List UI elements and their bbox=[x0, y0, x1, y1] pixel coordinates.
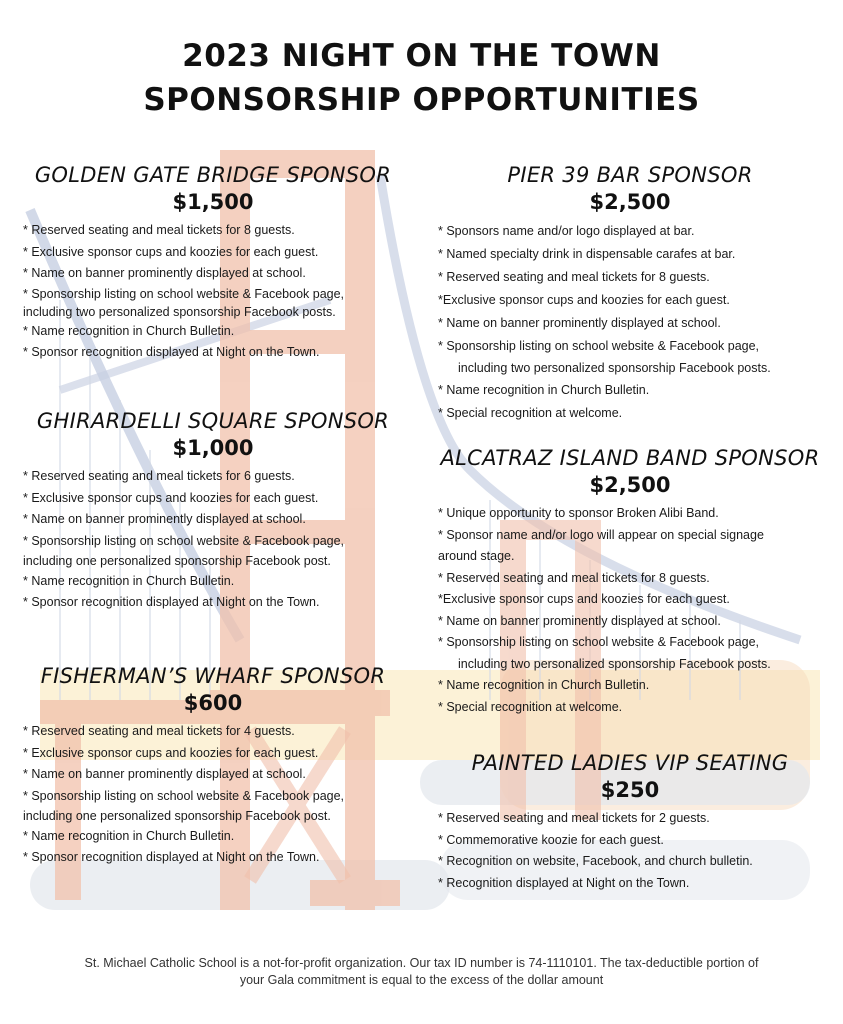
benefit-item: * Reserved seating and meal tickets for 6 guests. bbox=[23, 469, 295, 483]
benefit-item: * Sponsor recognition displayed at Night on the Town. bbox=[23, 850, 320, 864]
benefit-item: * Exclusive sponsor cups and koozies for each guest. bbox=[23, 745, 319, 760]
pier39-price: $2,500 bbox=[589, 190, 671, 214]
benefit-item: including one personalized sponsorship Facebook post. bbox=[23, 553, 331, 568]
benefit-item: * Reserved seating and meal tickets for 8 guests. bbox=[438, 570, 710, 585]
benefit-item: * Unique opportunity to sponsor Broken Alibi Band. bbox=[438, 506, 719, 520]
painted-ladies-heading: PAINTED LADIES VIP SEATING bbox=[471, 751, 789, 775]
painted-ladies-benefits bbox=[430, 808, 830, 894]
alcatraz-section bbox=[430, 445, 830, 718]
fishermans-wharf-benefits bbox=[18, 721, 408, 869]
benefit-item: * Name recognition in Church Bulletin. bbox=[23, 828, 235, 843]
benefit-item: * Recognition displayed at Night on the Town. bbox=[438, 875, 690, 890]
alcatraz-benefits bbox=[430, 503, 830, 718]
title-line-1: 2023 NIGHT ON THE TOWN bbox=[182, 38, 661, 74]
painted-ladies-section bbox=[430, 750, 830, 894]
golden-gate-benefits bbox=[18, 220, 408, 364]
benefit-item: * Sponsor name and/or logo will appear on special signage bbox=[438, 527, 764, 542]
benefit-item: * Name on banner prominently displayed at school. bbox=[23, 767, 306, 781]
tax-disclaimer bbox=[0, 955, 843, 989]
benefit-item: including one personalized sponsorship Facebook post. bbox=[23, 808, 331, 823]
benefit-item: * Special recognition at welcome. bbox=[438, 406, 623, 420]
benefit-item: * Sponsor recognition displayed at Night on the Town. bbox=[23, 345, 320, 359]
alcatraz-heading: ALCATRAZ ISLAND BAND SPONSOR bbox=[440, 446, 820, 470]
benefit-item: including two personalized sponsorship Facebook posts. bbox=[458, 656, 771, 671]
benefit-item: * Name on banner prominently displayed at school. bbox=[438, 316, 721, 330]
golden-gate-heading: GOLDEN GATE BRIDGE SPONSOR bbox=[34, 163, 392, 187]
benefit-item: * Sponsor recognition displayed at Night on the Town. bbox=[23, 595, 320, 609]
benefit-item: * Name recognition in Church Bulletin. bbox=[23, 323, 235, 338]
benefit-item: * Sponsorship listing on school website & Facebook page, bbox=[23, 788, 345, 803]
benefit-item: * Name on banner prominently displayed at school. bbox=[23, 266, 306, 280]
footer-line-1: St. Michael Catholic School is a not-for-profit organization. Our tax ID number is 74-1110101. The tax-deductible portion of bbox=[84, 956, 759, 970]
benefit-item: including two personalized sponsorship Facebook posts. bbox=[458, 361, 771, 375]
benefit-item: * Recognition on website, Facebook, and church bulletin. bbox=[438, 854, 753, 868]
benefit-item: * Reserved seating and meal tickets for 2 guests. bbox=[438, 811, 710, 825]
ghirardelli-benefits bbox=[18, 466, 408, 614]
pier39-heading: PIER 39 BAR SPONSOR bbox=[507, 163, 753, 187]
fishermans-wharf-price: $600 bbox=[183, 691, 243, 715]
benefit-item: * Commemorative koozie for each guest. bbox=[438, 832, 664, 847]
benefit-item: * Sponsorship listing on school website & Facebook page, bbox=[23, 533, 345, 548]
alcatraz-price: $2,500 bbox=[589, 473, 671, 497]
benefit-item: * Name on banner prominently displayed at school. bbox=[438, 613, 721, 628]
golden-gate-price: $1,500 bbox=[172, 190, 254, 214]
benefit-item: *Exclusive sponsor cups and koozies for each guest. bbox=[438, 293, 730, 307]
benefit-item: * Named specialty drink in dispensable carafes at bar. bbox=[438, 247, 736, 261]
benefit-item: * Name recognition in Church Bulletin. bbox=[438, 678, 650, 692]
page-title bbox=[0, 34, 843, 122]
benefit-item: * Exclusive sponsor cups and koozies for each guest. bbox=[23, 244, 319, 259]
benefit-item: * Reserved seating and meal tickets for 8 guests. bbox=[23, 223, 295, 237]
pier39-section bbox=[430, 162, 830, 425]
ghirardelli-heading: GHIRARDELLI SQUARE SPONSOR bbox=[36, 409, 390, 433]
benefit-item: * Sponsorship listing on school website & Facebook page, bbox=[438, 339, 760, 353]
golden-gate-section bbox=[18, 162, 408, 364]
benefit-item: * Exclusive sponsor cups and koozies for each guest. bbox=[23, 490, 319, 505]
fishermans-wharf-section bbox=[18, 663, 408, 869]
fishermans-wharf-heading: FISHERMAN’S WHARF SPONSOR bbox=[40, 664, 386, 688]
benefit-item: including two personalized sponsorship Facebook posts. bbox=[23, 304, 336, 319]
benefit-item: * Reserved seating and meal tickets for 4 guests. bbox=[23, 724, 295, 738]
benefit-item: *Exclusive sponsor cups and koozies for each guest. bbox=[438, 592, 730, 606]
benefit-item: * Sponsorship listing on school website & Facebook page, bbox=[23, 286, 345, 301]
ghirardelli-price: $1,000 bbox=[172, 436, 254, 460]
benefit-item: * Special recognition at welcome. bbox=[438, 699, 623, 714]
footer-line-2: your Gala commitment is equal to the excess of the dollar amount bbox=[239, 973, 604, 987]
benefit-item: * Reserved seating and meal tickets for 8 guests. bbox=[438, 270, 710, 284]
title-line-2: SPONSORSHIP OPPORTUNITIES bbox=[143, 82, 700, 118]
benefit-item: * Name recognition in Church Bulletin. bbox=[23, 573, 235, 588]
benefit-item: * Sponsorship listing on school website & Facebook page, bbox=[438, 635, 760, 649]
ghirardelli-section bbox=[18, 408, 408, 614]
painted-ladies-price: $250 bbox=[600, 778, 660, 802]
benefit-item: * Name on banner prominently displayed at school. bbox=[23, 512, 306, 526]
benefit-item: * Sponsors name and/or logo displayed at bar. bbox=[438, 224, 695, 238]
benefit-item: * Name recognition in Church Bulletin. bbox=[438, 383, 650, 397]
benefit-item: around stage. bbox=[438, 549, 515, 563]
pier39-benefits bbox=[430, 220, 830, 425]
